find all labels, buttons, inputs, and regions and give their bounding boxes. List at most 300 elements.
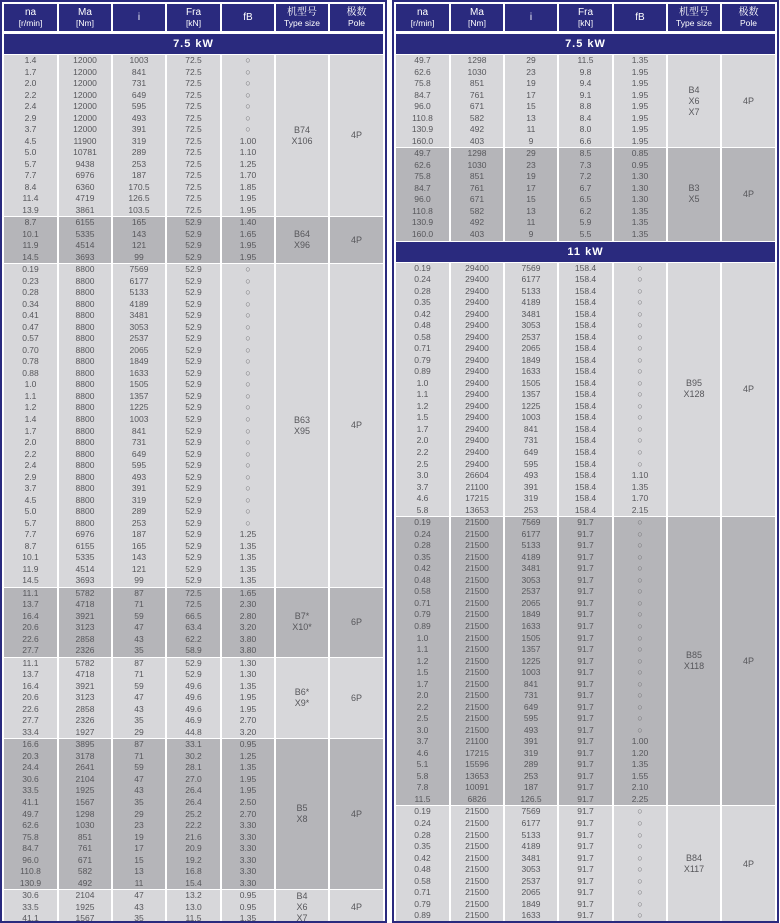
value-cell: 2.2 [24,448,37,459]
power-band: 7.5 kW [4,34,383,54]
value-cell: 2326 [75,715,95,726]
value-cell: 72.5 [185,112,202,123]
value-cell: 3481 [521,852,541,863]
value-cell: 1633 [129,367,149,378]
type-size-label: X10* [292,622,312,633]
value-cell: 2858 [75,703,95,714]
value-cell: 66.5 [185,610,202,621]
value-cell: 130.9 [411,124,434,135]
value-cell: 72.5 [185,170,202,181]
value-cell: 319 [131,135,147,146]
value-cell: 8800 [75,310,95,321]
column-fra-values [167,890,220,923]
value-cell: 391 [523,736,539,747]
value-cell: 14.5 [22,575,39,586]
value-cell: 5335 [75,228,95,239]
rating-table-right-column [392,0,779,923]
value-cell: 1.4 [24,55,37,65]
service-factor-circle-icon: ○ [637,563,643,574]
value-cell: 52.9 [185,298,202,309]
value-cell: 1.5 [416,412,429,423]
value-cell: 391 [523,481,539,492]
column-na-values [4,264,57,586]
value-cell: 3.7 [24,483,37,494]
value-cell: 493 [523,724,539,735]
service-factor-circle-icon: ○ [637,887,643,898]
value-cell: 1357 [521,644,541,655]
service-factor-circle-icon: ○ [637,540,643,551]
value-cell: 4189 [521,297,541,308]
value-cell: 1633 [521,620,541,631]
table-header [2,2,385,33]
value-cell: 8800 [75,287,95,298]
value-cell: 158.4 [574,274,597,285]
value-cell: 29 [526,148,536,159]
rating-block [2,890,385,923]
value-cell: 29 [134,808,144,819]
value-cell: 1.30 [631,171,649,182]
value-cell: 20.3 [22,750,39,761]
value-cell: 72.5 [185,124,202,135]
value-cell: 21500 [465,644,489,655]
value-cell: 1.85 [239,181,257,192]
value-cell: 62.2 [185,633,202,644]
value-cell: 289 [131,147,147,158]
value-cell: 649 [523,701,539,712]
value-cell: 1849 [521,609,541,620]
value-cell: 110.8 [20,866,41,877]
value-cell: 52.9 [185,356,202,367]
pole-cell [330,264,383,586]
value-cell: 158.4 [574,377,597,388]
value-cell: 21500 [465,713,489,724]
value-cell: 52.9 [185,333,202,344]
value-cell: 10.1 [22,552,39,563]
value-cell: 87 [134,587,144,598]
value-cell: 1.65 [239,587,257,598]
value-cell: 13.0 [185,901,202,912]
value-cell: 1.1 [416,644,429,655]
value-cell: 96.0 [22,854,39,865]
value-cell: 0.47 [22,321,39,332]
pole-label: 4P [350,808,362,819]
value-cell: 52.9 [185,275,202,286]
value-cell: 319 [523,493,539,504]
value-cell: 2.0 [416,690,429,701]
value-cell: 6.2 [579,205,592,216]
value-cell: 3.0 [416,470,429,481]
value-cell: 5.0 [24,147,37,158]
value-cell: 1567 [75,913,95,923]
pole-label: 4P [742,858,754,869]
column-fb-values [222,217,274,263]
value-cell: 11 [526,217,536,228]
value-cell: 7569 [521,806,541,817]
value-cell: 11.9 [22,563,39,574]
service-factor-circle-icon: ○ [245,275,251,286]
value-cell: 761 [469,89,485,100]
value-cell: 11.1 [22,587,39,598]
column-header-sublabel: Pole [347,18,365,28]
rating-table-left-column [0,0,387,923]
value-cell: 20.6 [22,692,39,703]
value-cell: 52.9 [185,517,202,528]
service-factor-circle-icon: ○ [637,354,643,365]
rating-block [394,263,777,517]
column-na-values [4,217,57,263]
value-cell: 1849 [521,898,541,909]
value-cell: 9438 [75,158,95,169]
value-cell: 1567 [75,797,95,807]
value-cell: 29400 [465,423,489,434]
value-cell: 3053 [129,321,149,332]
value-cell: 130.9 [411,217,434,228]
value-cell: 7.7 [24,529,37,540]
service-factor-circle-icon: ○ [637,644,643,655]
column-ma-values [451,806,503,921]
value-cell: 91.7 [577,782,594,793]
type-size-label: B5 [296,803,308,814]
value-cell: 2.4 [24,101,37,112]
value-cell: 21500 [465,852,489,863]
value-cell: 5133 [521,285,541,296]
value-cell: 91.7 [577,655,594,666]
value-cell: 1925 [75,901,95,912]
column-header-label: 机型号 [679,7,709,18]
value-cell: 91.7 [577,818,594,828]
value-cell: 7.8 [416,782,429,793]
column-header-label: fB [635,12,645,23]
type-size-cell [276,588,328,657]
service-factor-circle-icon: ○ [245,112,251,123]
value-cell: 8800 [75,344,95,355]
value-cell: 0.42 [414,852,431,863]
value-cell: 87 [134,657,144,668]
value-cell: 91.7 [577,690,594,701]
value-cell: 91.7 [577,528,594,539]
value-cell: 731 [523,435,539,446]
type-size-label: B84 [685,853,702,864]
value-cell: 3921 [75,680,95,691]
value-cell: 391 [131,124,147,135]
value-cell: 72.5 [185,181,202,192]
value-cell: 2858 [75,633,95,644]
value-cell: 731 [131,437,147,448]
value-cell: 0.28 [414,540,431,551]
column-fra-values [167,217,220,263]
service-factor-circle-icon: ○ [637,852,643,863]
value-cell: 158.4 [574,389,597,400]
value-cell: 492 [77,877,93,888]
service-factor-circle-icon: ○ [637,400,643,411]
column-fb-values [222,588,274,657]
value-cell: 33.5 [22,901,39,912]
value-cell: 1633 [521,366,541,377]
value-cell: 72.5 [185,78,202,89]
value-cell: 91.7 [577,736,594,747]
value-cell: 21500 [465,864,489,875]
column-ma-values [59,55,111,216]
value-cell: 1.7 [416,423,429,434]
value-cell: 8.4 [24,181,37,192]
value-cell: 5.9 [579,217,592,228]
value-cell: 52.9 [185,506,202,517]
value-cell: 0.19 [22,264,39,275]
value-cell: 121 [131,240,147,251]
service-factor-circle-icon: ○ [637,517,643,528]
value-cell: 91.7 [577,724,594,735]
value-cell: 29400 [465,274,489,285]
value-cell: 29400 [465,308,489,319]
value-cell: 2641 [75,762,95,773]
service-factor-circle-icon: ○ [637,320,643,331]
value-cell: 29400 [465,458,489,469]
column-header-label: i [137,12,141,23]
rating-block [394,806,777,921]
value-cell: 3053 [521,864,541,875]
value-cell: 1.25 [239,529,257,540]
value-cell: 52.9 [185,529,202,540]
pole-label: 6P [350,616,362,627]
column-ma-values [59,264,111,586]
service-factor-circle-icon: ○ [637,343,643,354]
value-cell: 9.4 [579,78,592,89]
value-cell: 13.9 [22,204,39,215]
service-factor-circle-icon: ○ [245,298,251,309]
value-cell: 6.6 [579,135,592,146]
value-cell: 841 [523,678,539,689]
value-cell: 29400 [465,435,489,446]
value-cell: 1225 [129,402,149,413]
value-cell: 11.9 [22,240,39,251]
value-cell: 15 [134,854,144,865]
value-cell: 72.5 [185,587,202,598]
value-cell: 29400 [465,447,489,457]
service-factor-circle-icon: ○ [637,678,643,689]
value-cell: 5.7 [24,517,37,528]
service-factor-circle-icon: ○ [245,390,251,401]
value-cell: 9.1 [579,89,592,100]
value-cell: 595 [131,460,147,471]
column-fb-values [222,658,274,739]
service-factor-circle-icon: ○ [637,724,643,735]
service-factor-circle-icon: ○ [637,655,643,666]
value-cell: 2065 [521,343,541,354]
value-cell: 13 [526,112,536,123]
pole-cell [330,588,383,657]
service-factor-circle-icon: ○ [637,447,643,457]
value-cell: 6976 [75,529,95,540]
column-fra-values [167,264,220,586]
value-cell: 0.71 [414,343,431,354]
value-cell: 52.9 [185,483,202,494]
value-cell: 0.58 [414,875,431,886]
value-cell: 391 [131,483,147,494]
value-cell: 25.2 [185,808,202,819]
value-cell: 5.8 [416,504,429,515]
value-cell: 0.42 [414,308,431,319]
value-cell: 87 [134,739,144,750]
value-cell: 1925 [75,785,95,796]
value-cell: 1.95 [239,785,257,796]
value-cell: 253 [523,504,539,515]
column-ma-values [59,588,111,657]
value-cell: 44.8 [185,726,202,737]
value-cell: 52.9 [185,240,202,251]
value-cell: 1.65 [239,228,257,239]
column-fb-values [614,55,666,147]
value-cell: 2104 [75,773,95,784]
value-cell: 8.7 [24,540,37,551]
value-cell: 3481 [521,308,541,319]
value-cell: 2.2 [416,701,429,712]
column-na-values [396,263,449,517]
value-cell: 8800 [75,494,95,505]
value-cell: 1.95 [631,112,649,123]
value-cell: 1.35 [631,55,649,65]
value-cell: 91.7 [577,747,594,758]
value-cell: 29400 [465,285,489,296]
value-cell: 253 [523,770,539,781]
value-cell: 841 [131,66,147,77]
value-cell: 0.85 [631,148,649,159]
column-header-sublabel: Pole [739,18,757,28]
service-factor-circle-icon: ○ [245,264,251,275]
value-cell: 2.70 [239,715,257,726]
value-cell: 1030 [75,820,95,831]
column-header-type-size [668,4,720,31]
type-size-cell [276,890,328,923]
value-cell: 26.4 [185,785,202,796]
column-header-ma [451,4,503,31]
value-cell: 19 [134,831,144,842]
value-cell: 72.5 [185,193,202,204]
pole-cell [330,217,383,263]
column-header-sublabel: [Nm] [76,18,94,28]
value-cell: 1225 [521,655,541,666]
column-fra-values [559,263,612,517]
value-cell: 29400 [465,412,489,423]
value-cell: 5133 [129,287,149,298]
value-cell: 11.5 [414,793,431,804]
value-cell: 6177 [521,818,541,828]
value-cell: 493 [131,112,147,123]
value-cell: 3053 [521,320,541,331]
value-cell: 165 [131,540,147,551]
value-cell: 187 [131,529,147,540]
value-cell: 595 [523,458,539,469]
service-factor-circle-icon: ○ [245,448,251,459]
value-cell: 13 [134,866,144,877]
value-cell: 671 [469,101,485,112]
type-size-label: X117 [683,864,705,875]
service-factor-circle-icon: ○ [637,389,643,400]
value-cell: 1.25 [239,158,257,169]
value-cell: 3123 [75,622,95,633]
value-cell: 52.9 [185,402,202,413]
value-cell: 1357 [129,390,149,401]
column-header-label: na [24,7,37,18]
value-cell: 1298 [467,148,487,159]
value-cell: 13653 [465,770,489,781]
value-cell: 91.7 [577,574,594,585]
value-cell: 6.5 [579,194,592,205]
column-i-values [113,890,165,923]
value-cell: 5.0 [24,506,37,517]
pole-label: 4P [742,383,754,394]
value-cell: 6826 [467,793,487,804]
rating-block [2,55,385,216]
value-cell: 1.35 [239,540,257,551]
value-cell: 0.35 [414,297,431,308]
value-cell: 43 [134,703,144,714]
column-i-values [505,263,557,517]
value-cell: 91.7 [577,852,594,863]
column-header-sublabel: [kN] [185,18,202,28]
value-cell: 84.7 [414,182,431,193]
value-cell: 3.20 [239,726,257,737]
value-cell: 2.15 [631,504,649,515]
value-cell: 10091 [465,782,489,793]
value-cell: 187 [523,782,539,793]
value-cell: 8800 [75,321,95,332]
value-cell: 8800 [75,379,95,390]
column-na-values [4,55,57,216]
type-size-label: X7 [296,912,308,923]
value-cell: 33.4 [22,726,39,737]
column-header-fra [167,4,220,31]
value-cell: 0.79 [414,898,431,909]
value-cell: 33.5 [22,785,39,796]
value-cell: 91.7 [577,551,594,562]
value-cell: 2.0 [24,78,37,89]
service-factor-circle-icon: ○ [637,586,643,597]
column-i-values [113,588,165,657]
value-cell: 4189 [129,298,149,309]
value-cell: 8.5 [579,148,592,159]
value-cell: 4189 [521,551,541,562]
service-factor-circle-icon: ○ [637,667,643,678]
value-cell: 4189 [521,841,541,852]
value-cell: 52.9 [185,575,202,586]
value-cell: 160.0 [411,228,434,239]
value-cell: 27.7 [22,715,39,726]
value-cell: 3693 [75,575,95,586]
service-factor-circle-icon: ○ [637,528,643,539]
value-cell: 0.28 [22,287,39,298]
value-cell: 761 [77,843,93,854]
service-factor-circle-icon: ○ [245,494,251,505]
value-cell: 21500 [465,690,489,701]
service-factor-circle-icon: ○ [637,262,643,273]
value-cell: 3.30 [239,831,257,842]
value-cell: 3.30 [239,820,257,831]
column-header-sublabel: [r/min] [18,18,43,28]
value-cell: 6177 [129,275,149,286]
type-size-cell [276,55,328,216]
service-factor-circle-icon: ○ [245,506,251,517]
value-cell: 1633 [521,910,541,921]
value-cell: 8.7 [24,217,37,228]
value-cell: 158.4 [574,308,597,319]
pole-label: 4P [742,655,754,666]
value-cell: 1.95 [631,66,649,77]
value-cell: 8800 [75,506,95,517]
value-cell: 1.7 [24,66,37,77]
value-cell: 12000 [73,78,97,89]
value-cell: 158.4 [574,481,597,492]
value-cell: 5.8 [416,770,429,781]
